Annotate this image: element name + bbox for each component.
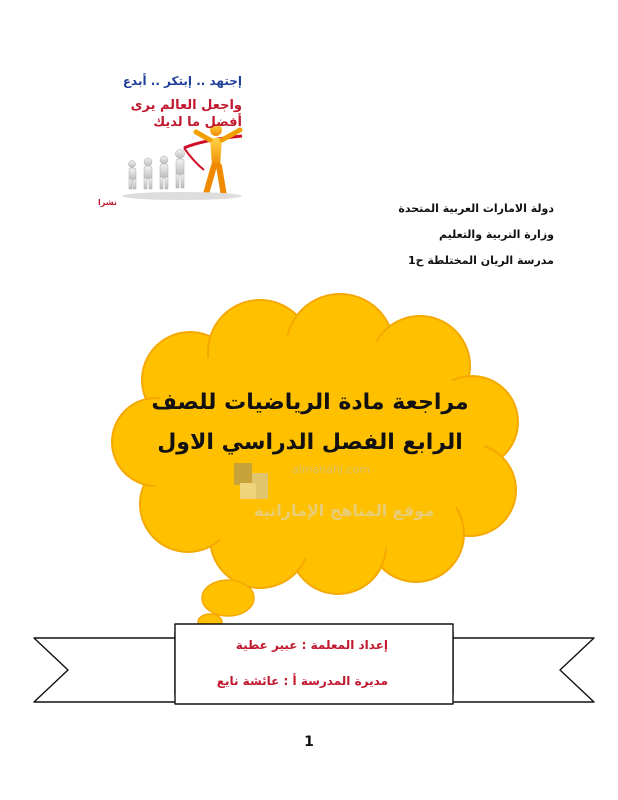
- image-logo: نشرا: [98, 198, 117, 207]
- school-name: مدرسة الريان المختلطة ح1: [407, 254, 554, 267]
- country-name: دولة الامارات العربية المتحدة: [398, 202, 554, 215]
- title-line-2: الرابع الفصل الدراسي الاول: [157, 430, 463, 455]
- motivation-line-3: أفضل ما لديك: [153, 115, 242, 130]
- site-watermark: [232, 455, 435, 535]
- watermark-logo-icon: [232, 455, 272, 505]
- watermark-site: almanahj.com: [292, 463, 370, 476]
- ministry-name: وزارة التربية والتعليم: [439, 228, 554, 241]
- school-header: [294, 196, 554, 274]
- motivation-line-1: إجتهد .. إبتكر .. أبدع: [122, 74, 242, 88]
- motivation-image: [92, 70, 250, 218]
- teacher-credit: إعداد المعلمة : عبير عطية: [235, 638, 388, 652]
- page-number: 1: [304, 734, 314, 750]
- credits-ribbon: [30, 618, 598, 718]
- principal-credit: مديرة المدرسة أ : عائشة نايع: [216, 674, 388, 688]
- motivation-line-2: واجعل العالم يرى: [130, 98, 242, 113]
- running-figures-illustration: [92, 70, 250, 218]
- watermark-name: موقع المناهج الإماراتية: [254, 501, 435, 520]
- title-line-1: مراجعة مادة الرياضيات للصف: [151, 390, 469, 415]
